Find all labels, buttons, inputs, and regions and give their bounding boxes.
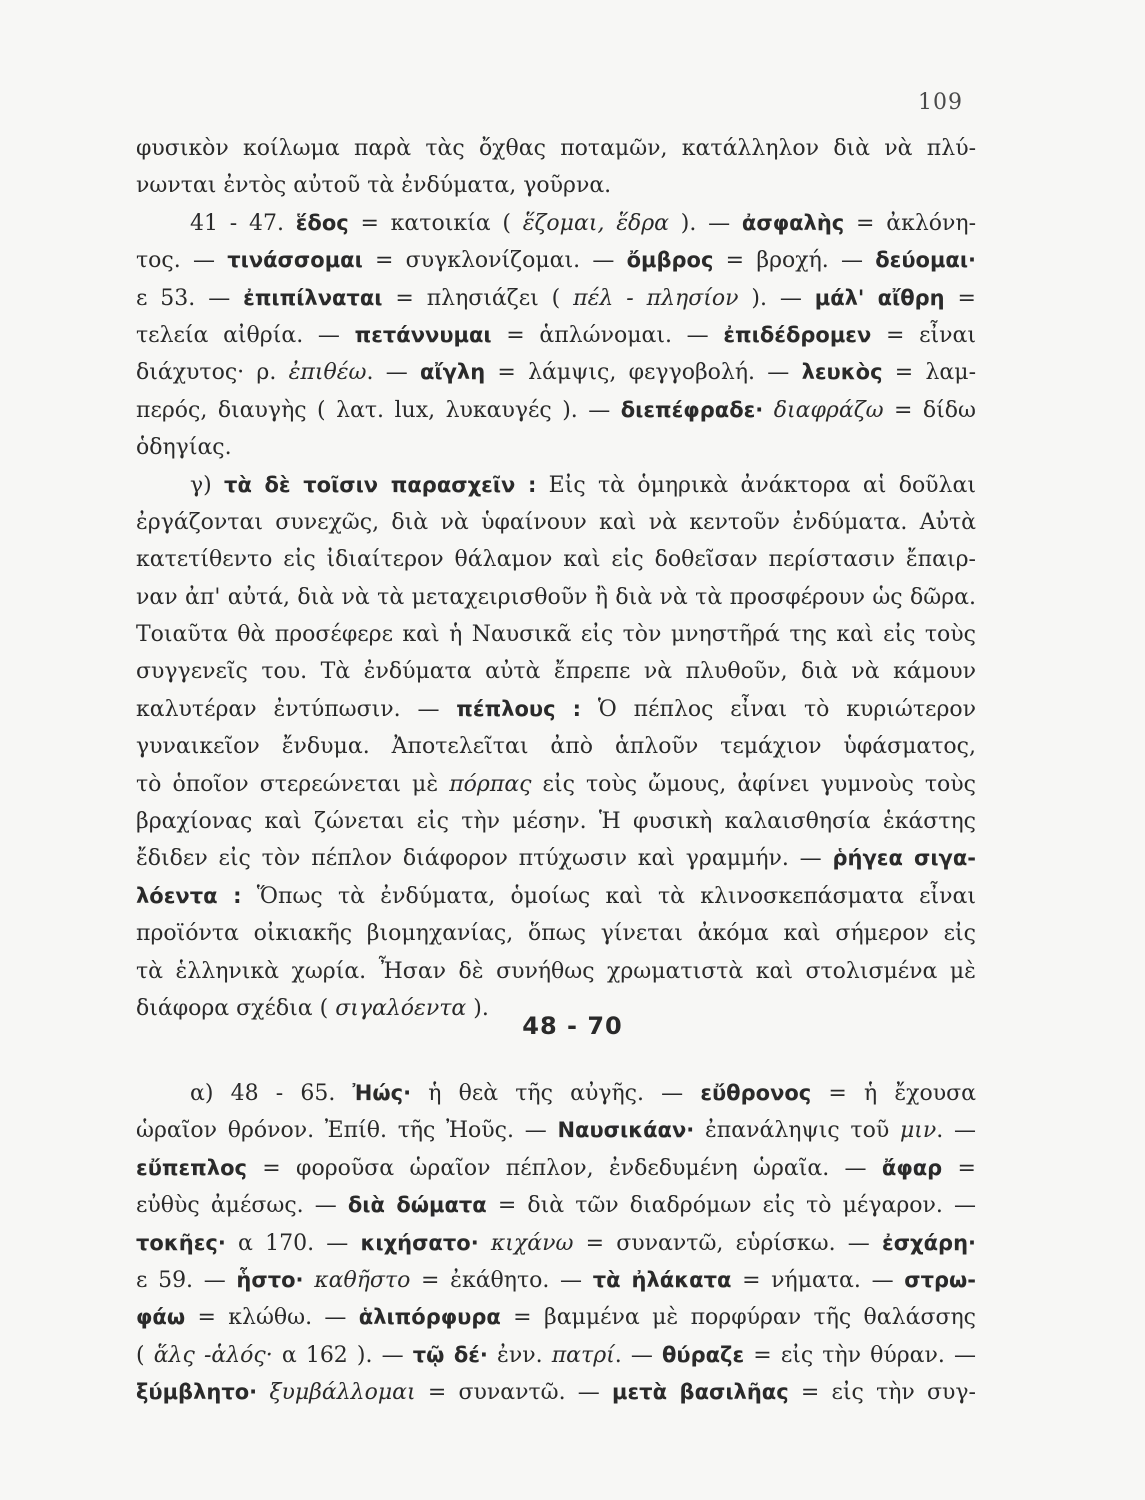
text-segment: = συναντῶ, εὑρίσκω. — <box>573 1230 883 1256</box>
lemma: λόεντα : <box>136 883 242 908</box>
lemma: τὰ δὲ τοῖσιν παρασχεῖν : <box>224 472 537 497</box>
italic-term: σιγαλόεντα <box>335 995 467 1021</box>
text-segment <box>763 398 773 423</box>
italic-term: πέλ - πλησίον <box>573 285 739 311</box>
text-segment: α 170. — <box>225 1230 361 1256</box>
lemma: τοκῆες· <box>136 1230 226 1255</box>
text-segment: τὰ ἑλληνικὰ χωρία. Ἦσαν δὲ συνήθως χρωματιστὰ καὶ στολισμένα μὲ <box>136 958 976 984</box>
lemma: ἐσχάρη· <box>882 1230 976 1255</box>
text-line <box>136 392 976 429</box>
italic-term: μιν <box>899 1118 937 1144</box>
text-segment: ). — <box>669 210 742 236</box>
text-segment: τος. — <box>136 248 228 274</box>
text-line <box>136 878 976 915</box>
text-line <box>136 691 976 728</box>
text-line <box>136 953 976 990</box>
page-number: 109 <box>918 90 963 115</box>
text-segment: = λαμ- <box>882 360 976 386</box>
text-segment: εὐθὺς ἀμέσως. — <box>136 1193 348 1219</box>
text-segment: ). — <box>738 285 815 311</box>
text-segment: = ἁπλώνομαι. — <box>491 322 724 348</box>
text-segment: = <box>942 1155 976 1181</box>
text-segment: τὸ ὁποῖον στερεώνεται μὲ <box>136 771 450 797</box>
lemma: τὰ ἠλάκατα <box>592 1267 732 1292</box>
italic-term: πόρπας <box>449 771 532 797</box>
text-segment: . — <box>936 1118 976 1144</box>
text-segment: = συναντῶ. — <box>415 1380 613 1406</box>
italic-term: διαφράζω <box>773 397 884 423</box>
text-segment: Ὁ πέπλος εἶναι τὸ κυριώτερον <box>581 696 976 722</box>
text-segment: ἡ θεὰ τῆς αὐγῆς. — <box>411 1081 701 1106</box>
text-segment: = διὰ τῶν διαδρόμων εἰς τὸ μέγαρον. — <box>486 1193 976 1219</box>
text-line <box>136 1374 976 1411</box>
text-segment: ε 53. — <box>136 285 244 311</box>
lemma: ἕδος <box>295 210 349 235</box>
text-segment: = πλησιάζει ( <box>382 285 574 311</box>
section-heading: 48 - 70 <box>522 1012 623 1040</box>
lemma: θύραζε <box>661 1342 745 1367</box>
text-line <box>136 653 976 690</box>
text-line <box>136 467 976 504</box>
text-line <box>136 1225 976 1262</box>
text-line <box>136 1075 976 1112</box>
text-segment: ναν ἀπ' αὐτά, διὰ νὰ τὰ μεταχειρισθοῦν ἢ διὰ νὰ τὰ προσφέρουν ὡς δῶρα. <box>136 584 976 610</box>
lemma: μάλ' αἴθρη <box>814 285 945 310</box>
text-segment: κατετίθεντο εἰς ἰδιαίτερον θάλαμον καὶ εἰς δοθεῖσαν περίστασιν ἔπαιρ- <box>136 547 976 573</box>
text-segment: = κατοικία ( <box>348 210 523 236</box>
text-segment: ἐργάζονται συνεχῶς, διὰ νὰ ὑφαίνουν καὶ νὰ κεντοῦν ἐνδύματα. Αὐτὰ <box>136 509 976 535</box>
text-segment: διάχυτος· ρ. <box>136 360 289 386</box>
text-line <box>136 541 976 578</box>
italic-term: ἕζομαι, ἕδρα <box>522 210 670 236</box>
text-segment: = κλώθω. — <box>185 1305 359 1331</box>
italic-term: ἅλς -ἁλός· <box>153 1342 273 1368</box>
text-segment: ἐνν. <box>487 1342 552 1368</box>
text-segment: = εἰς τὴν συγ- <box>788 1380 976 1406</box>
lemma: στρω- <box>904 1267 976 1292</box>
lemma: ῥήγεα σιγα- <box>832 846 976 871</box>
text-segment: συγγενεῖς του. Τὰ ἐνδύματα αὐτὰ ἔπρεπε νὰ πλυθοῦν, διὰ νὰ κάμουν <box>136 659 976 685</box>
italic-term: κιχάνω <box>490 1230 574 1256</box>
text-line <box>136 840 976 877</box>
text-line <box>136 354 976 391</box>
text-line <box>136 205 976 242</box>
lemma: διὰ δώματα <box>347 1193 487 1218</box>
text-line <box>136 915 976 952</box>
text-segment: προϊόντα οἰκιακῆς βιομηχανίας, ὅπως γίνεται ἀκόμα καὶ σήμερον εἰς <box>136 921 976 947</box>
text-segment: διάφορα σχέδια ( <box>136 995 336 1021</box>
lemma: κιχήσατο· <box>360 1230 479 1255</box>
text-segment: ἐπανάληψις τοῦ <box>694 1118 900 1144</box>
text-segment: γυναικεῖον ἔνδυμα. Ἀποτελεῖται ἀπὸ ἁπλοῦν τεμάχιον ὑφάσματος, <box>136 734 976 760</box>
text-segment: = φοροῦσα ὡραῖον πέπλον, ἐνδεδυμένη ὡραῖα. — <box>246 1155 882 1181</box>
lemma: ὄμβρος <box>626 248 714 273</box>
text-segment: = ἀκλόνη- <box>844 210 976 236</box>
lemma: ἁλιπόρφυρα <box>358 1305 501 1330</box>
text-segment: νωνται ἐντὸς αὐτοῦ τὰ ἐνδύματα, γοῦρνα. <box>136 173 612 199</box>
text-line <box>136 1150 976 1187</box>
text-line <box>136 429 976 466</box>
text-segment: ὁδηγίας. <box>136 435 232 461</box>
text-line <box>136 766 976 803</box>
text-segment <box>304 1268 315 1293</box>
lemma: λευκὸς <box>801 360 883 385</box>
text-segment: = δίδω <box>883 397 976 423</box>
text-segment: = νήματα. — <box>731 1267 905 1293</box>
lemma: διεπέφραδε· <box>620 397 764 422</box>
commentary-block-1 <box>136 130 976 1027</box>
text-segment: = εἰς τὴν θύραν. — <box>744 1342 976 1368</box>
text-segment: τελεία αἰθρία. — <box>136 322 355 348</box>
text-segment <box>257 1380 269 1405</box>
lemma: αἴγλη <box>419 360 486 385</box>
text-line <box>136 130 976 167</box>
text-segment: Εἰς τὰ ὁμηρικὰ ἀνάκτορα αἱ δοῦλαι <box>536 472 976 498</box>
lemma: φάω <box>136 1305 186 1330</box>
text-segment <box>479 1231 491 1256</box>
text-line <box>136 242 976 279</box>
lemma: ξύμβλητο· <box>136 1380 258 1405</box>
lemma: εὔθρονος <box>700 1081 812 1105</box>
text-segment: = βαμμένα μὲ πορφύραν τῆς θαλάσσης <box>500 1305 976 1331</box>
text-line <box>136 1262 976 1299</box>
text-line <box>136 1337 976 1374</box>
text-segment: . — <box>366 360 420 386</box>
text-segment: καλυτέραν ἐντύπωσιν. — <box>136 696 457 722</box>
text-segment: . — <box>614 1342 662 1368</box>
text-segment: γ) <box>190 472 225 498</box>
text-segment: = <box>944 285 976 311</box>
lemma: ἀσφαλὴς <box>741 210 845 235</box>
lemma: ἄφαρ <box>881 1155 943 1180</box>
text-segment: εἰς τοὺς ὤμους, ἀφίνει γυμνοὺς τοὺς <box>531 771 976 797</box>
text-line <box>136 1299 976 1336</box>
text-segment: ( <box>136 1342 154 1368</box>
text-segment: Τοιαῦτα θὰ προσέφερε καὶ ἡ Ναυσικᾶ εἰς τὸν μνηστῆρά της καὶ εἰς τοὺς <box>136 622 976 648</box>
lemma: Ναυσικάαν· <box>557 1118 695 1143</box>
text-line <box>136 280 976 317</box>
lemma: εὔπεπλος <box>136 1155 247 1180</box>
lemma: τῷ δέ· <box>412 1342 488 1367</box>
italic-term: ἐπιθέω <box>288 360 367 386</box>
commentary-block-2 <box>136 1075 976 1412</box>
text-segment: = εἶναι <box>871 322 976 348</box>
lemma: ἐπιδέδρομεν <box>723 322 872 347</box>
lemma: τινάσσομαι <box>227 248 363 273</box>
lemma: πετάννυμαι <box>354 322 492 347</box>
text-segment: ε 59. — <box>136 1267 237 1293</box>
text-line <box>136 167 976 204</box>
text-line <box>136 579 976 616</box>
text-line <box>136 616 976 653</box>
italic-term: πατρί <box>551 1342 615 1368</box>
text-segment: = συγκλονίζομαι. — <box>362 248 627 274</box>
text-segment: περός, διαυγὴς ( λατ. lux, λυκαυγές ). — <box>136 397 621 423</box>
lemma: πέπλους : <box>456 696 582 721</box>
text-segment: = ἐκάθητο. — <box>410 1267 593 1293</box>
text-segment: ὡραῖον θρόνον. Ἐπίθ. τῆς Ἠοῦς. — <box>136 1118 558 1144</box>
text-line <box>136 504 976 541</box>
text-segment: βραχίονας καὶ ζώνεται εἰς τὴν μέσην. Ἡ φυσικὴ καλαισθησία ἑκάστης <box>136 809 976 835</box>
text-segment: φυσικὸν κοίλωμα παρὰ τὰς ὄχθας ποταμῶν, κατάλληλον διὰ νὰ πλύ- <box>136 136 976 161</box>
text-line <box>136 1187 976 1224</box>
text-segment: = βροχή. — <box>713 248 876 274</box>
text-segment: = ἡ ἔχουσα <box>811 1081 976 1106</box>
text-segment: ). <box>466 995 489 1021</box>
text-line <box>136 728 976 765</box>
lemma: ἧστο· <box>236 1267 304 1292</box>
text-segment: 41 - 47. <box>190 210 296 236</box>
lemma: δεύομαι· <box>875 248 976 273</box>
lemma: Ἠώς· <box>352 1081 412 1105</box>
text-segment: ἔδιδεν εἰς τὸν πέπλον διάφορον πτύχωσιν καὶ γραμμήν. — <box>136 846 833 872</box>
lemma: ἐπιπίλναται <box>243 285 383 310</box>
text-line <box>136 317 976 354</box>
text-segment: Ὅπως τὰ ἐνδύματα, ὁμοίως καὶ τὰ κλινοσκεπάσματα εἶναι <box>241 883 976 909</box>
lemma: μετὰ βασιλῆας <box>612 1380 789 1405</box>
italic-term: ξυμβάλλομαι <box>269 1380 416 1406</box>
text-line <box>136 1112 976 1149</box>
italic-term: καθῆστο <box>314 1267 411 1293</box>
text-segment: α) 48 - 65. <box>190 1081 353 1106</box>
text-segment: α 162 ). — <box>272 1342 413 1368</box>
text-line <box>136 803 976 840</box>
text-segment: = λάμψις, φεγγοβολή. — <box>485 360 802 386</box>
